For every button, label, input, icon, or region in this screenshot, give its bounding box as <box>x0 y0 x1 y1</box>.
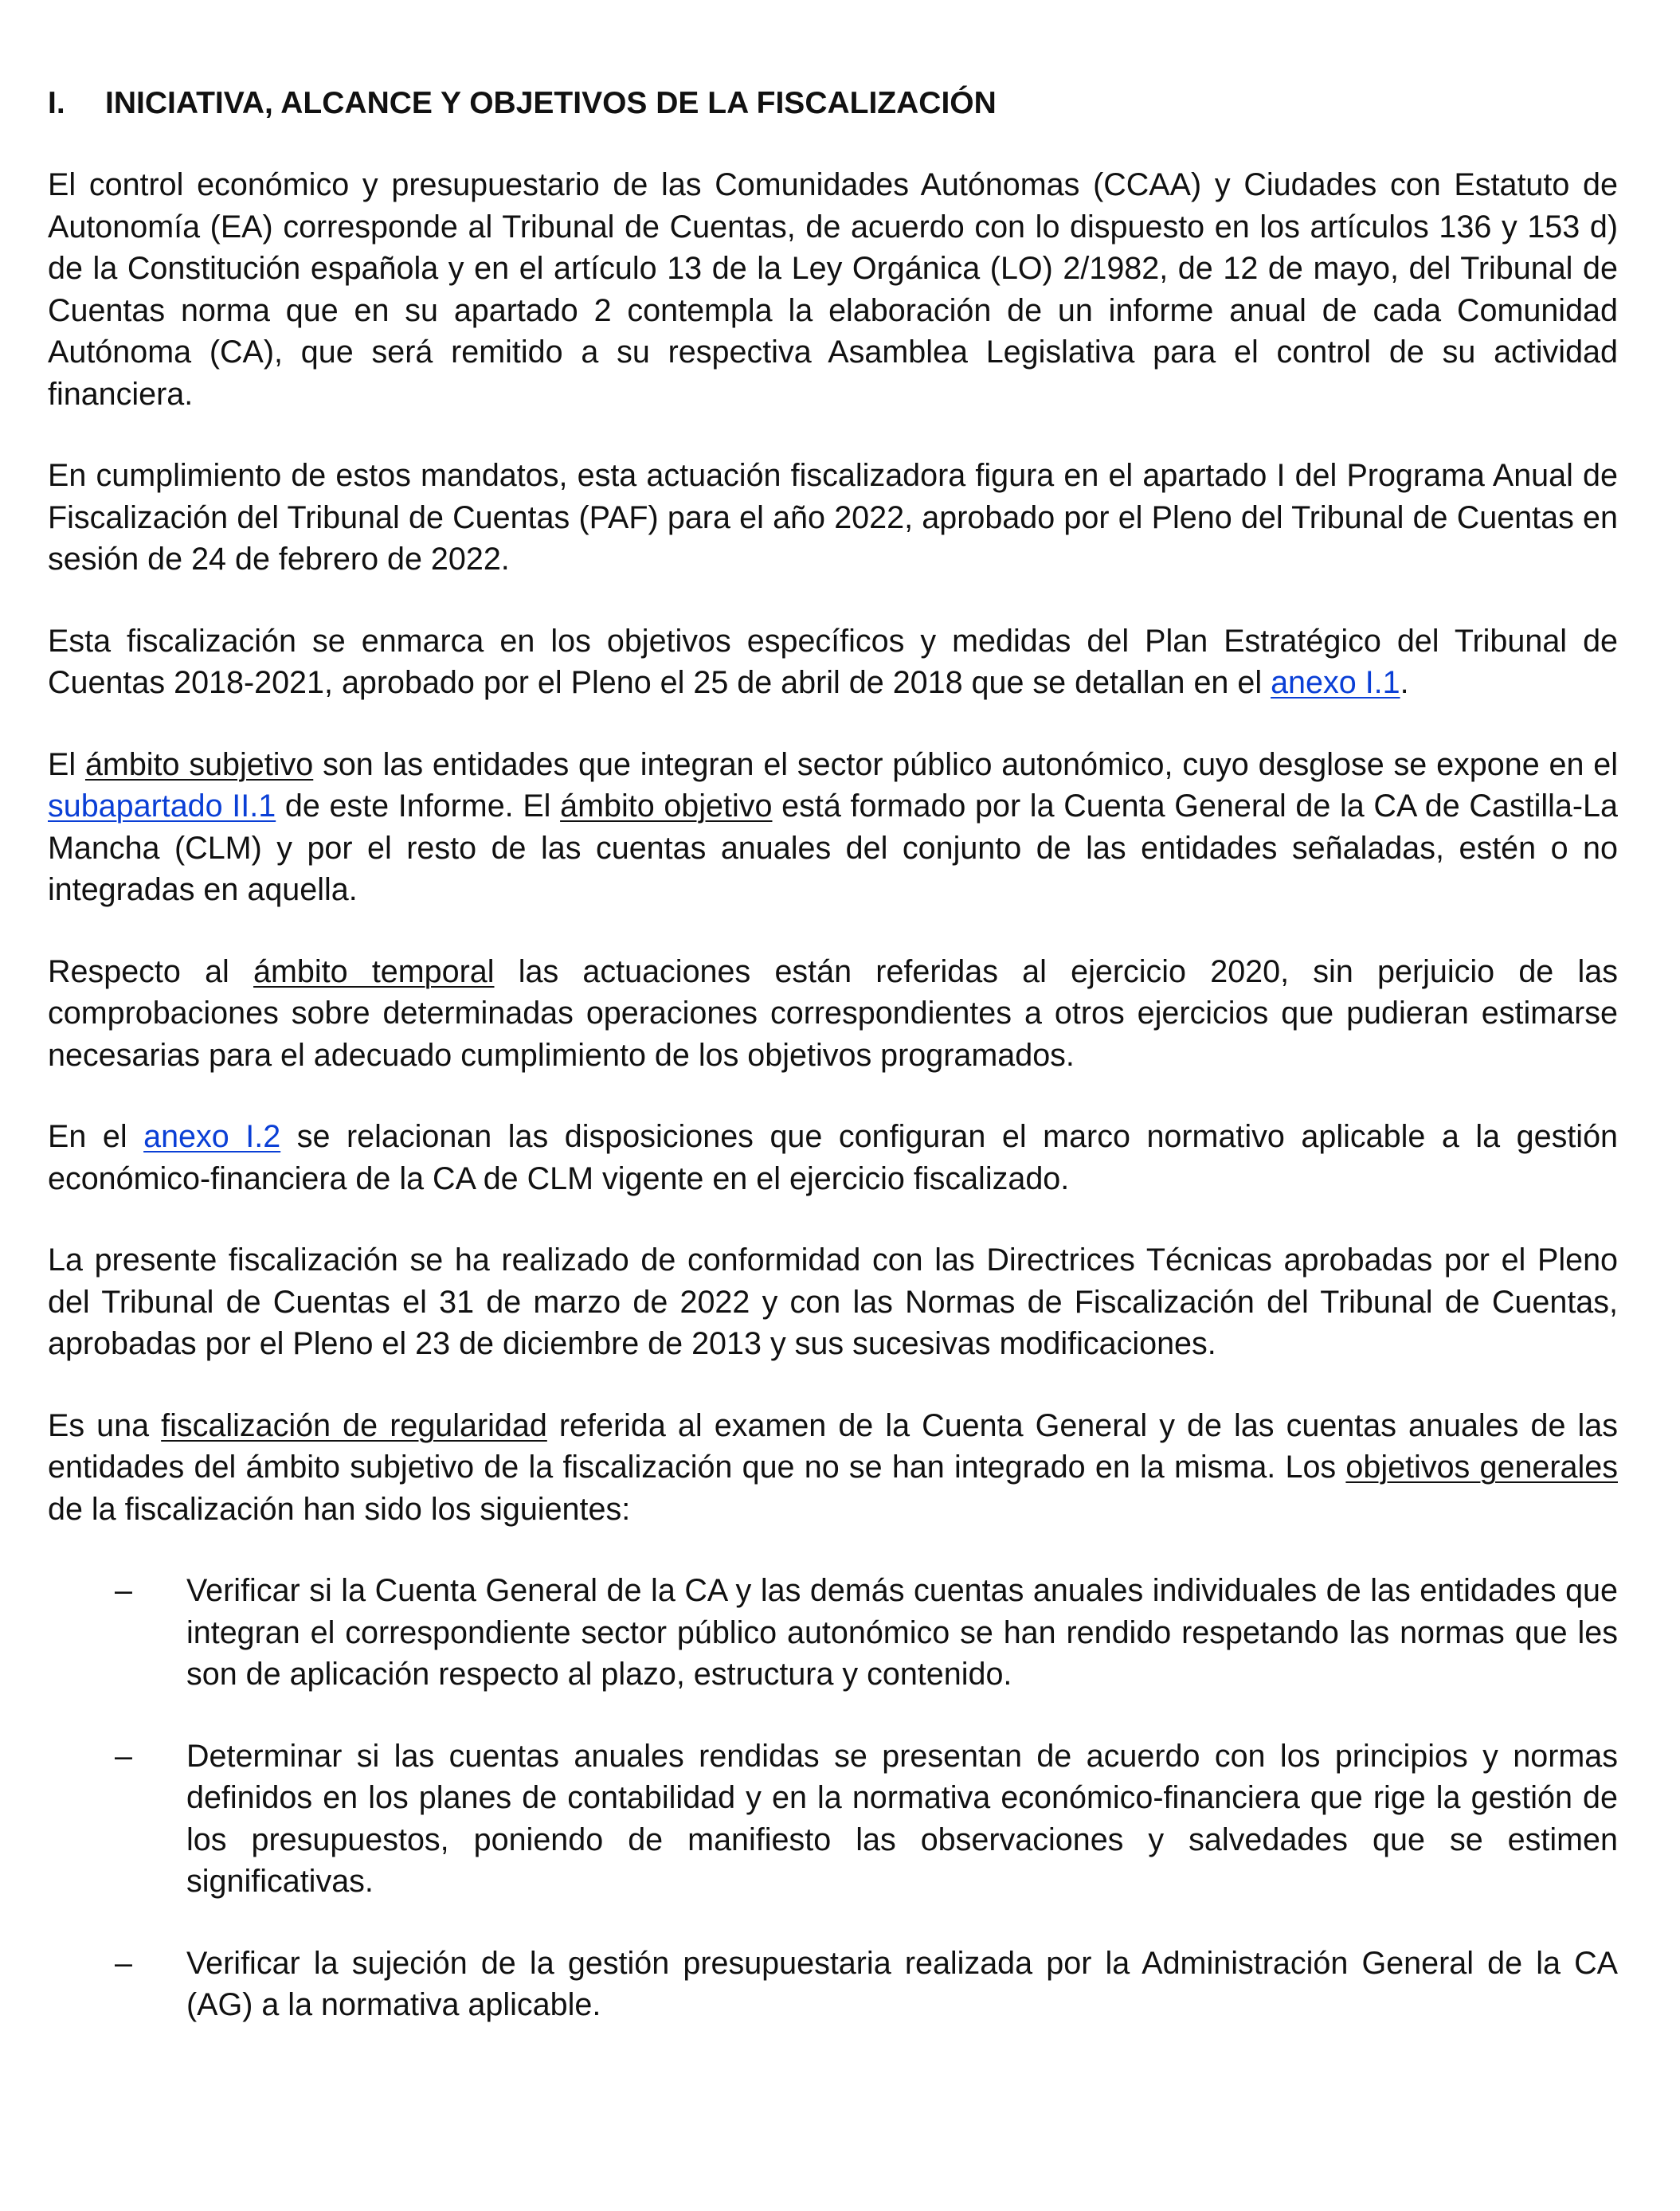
paragraph-text: las actuaciones están referidas al ejercicio 2020, sin perjuicio de las comprobaciones sobre determinadas operaciones correspondientes a otros ejercicios que pudieran estimarse necesarias para el adecuado cumplimiento de los objetivos programados. <box>48 953 1618 1073</box>
link-anexo-i1[interactable]: anexo I.1 <box>1271 665 1400 700</box>
section-title: INICIATIVA, ALCANCE Y OBJETIVOS DE LA FISCALIZACIÓN <box>105 86 997 120</box>
list-item <box>48 1570 1618 1696</box>
list-item-text: Verificar la sujeción de la gestión presupuestaria realizada por la Administración General de la CA (AG) a la normativa aplicable. <box>186 1945 1618 2022</box>
underlined-term-ambito-subjetivo: ámbito subjetivo <box>84 746 314 782</box>
underlined-term-ambito-temporal: ámbito temporal <box>253 953 495 989</box>
paragraph-marco-normativo <box>48 1116 1618 1199</box>
paragraph-text: está formado por la Cuenta General de la CA de Castilla-La Mancha (CLM) y por el resto de las cuentas anuales del conjunto de las entidades señaladas, estén o no integradas en aquella. <box>48 789 1618 907</box>
underlined-term-objetivos-generales: objetivos generales <box>1345 1450 1618 1485</box>
paragraph-text: se relacionan las disposiciones que configuran el marco normativo aplicable a la gestión económico-financiera de la CA de CLM vigente en el ejercicio fiscalizado. <box>48 1119 1618 1196</box>
paragraph-text: de este Informe. El <box>276 789 561 824</box>
paragraph-ambito-temporal <box>48 951 1618 1077</box>
paragraph-ambito-subjetivo <box>48 744 1618 911</box>
underlined-term-fiscalizacion-regularidad: fiscalización de regularidad <box>161 1407 547 1443</box>
paragraph-text: referida al examen de la Cuenta General y de las cuentas anuales de las entidades del ámbito subjetivo de la fiscalización que no se han integrado en la misma. Los <box>48 1407 1618 1485</box>
paragraph-cumplimiento: En cumplimiento de estos mandatos, esta actuación fiscalizadora figura en el apartado I del Programa Anual de Fiscalización del Tribunal de Cuentas (PAF) para el año 2022, aprobado por el Pleno del Tribunal de Cuentas en sesión de 24 de febrero de 2022. <box>48 458 1618 577</box>
paragraph-plan-estrategico <box>48 620 1618 704</box>
paragraph-text: son las entidades que integran el sector público autonómico, cuyo desglose se expone en el <box>313 746 1618 782</box>
underlined-term-ambito-objetivo: ámbito objetivo <box>560 789 773 824</box>
dash-bullet: – <box>115 1738 132 1774</box>
paragraph-control-economico: El control económico y presupuestario de las Comunidades Autónomas (CCAA) y Ciudades con Estatuto de Autonomía (EA) corresponde al Tribunal de Cuentas, de acuerdo con lo dispuesto en los artículos 136 y 153 d) de la Constitución española y en el artículo 13 de la Ley Orgánica (LO) 2/1982, de 12 de mayo, del Tribunal de Cuentas norma que en su apartado 2 contempla la elaboración de un informe anual de cada Comunidad Autónoma (CA), que será remitido a su respectiva Asamblea Legislativa para el control de su actividad financiera. <box>48 167 1618 412</box>
paragraph-text: En el <box>48 1119 144 1154</box>
paragraph-text: Respecto al <box>48 953 254 989</box>
link-anexo-i2[interactable]: anexo I.2 <box>143 1119 281 1154</box>
paragraph-directrices: La presente fiscalización se ha realizado de conformidad con las Directrices Técnicas aprobadas por el Pleno del Tribunal de Cuentas el 31 de marzo de 2022 y con las Normas de Fiscalización del Tribunal de Cuentas, aprobadas por el Pleno el 23 de diciembre de 2013 y sus sucesivas modificaciones. <box>48 1242 1618 1361</box>
paragraph-text: de la fiscalización han sido los siguientes: <box>48 1491 631 1527</box>
list-item <box>48 1943 1618 2026</box>
link-subapartado-ii1[interactable]: subapartado II.1 <box>48 789 276 824</box>
list-item-text: Determinar si las cuentas anuales rendidas se presentan de acuerdo con los principios y normas definidos en los planes de contabilidad y en la normativa económico-financiera que rige la gestión de los presupuestos, poniendo de manifiesto las observaciones y salvedades que se estimen significativas. <box>186 1738 1618 1899</box>
paragraph-text: Esta fiscalización se enmarca en los objetivos específicos y medidas del Plan Estratégico del Tribunal de Cuentas 2018-2021, aprobado por el Pleno el 25 de abril de 2018 que se detallan en el <box>48 623 1618 700</box>
section-number: I. <box>48 86 65 120</box>
paragraph-text: . <box>1400 665 1409 700</box>
paragraph-fiscalizacion-regularidad <box>48 1405 1618 1531</box>
list-item-text: Verificar si la Cuenta General de la CA y las demás cuentas anuales individuales de las entidades que integran el correspondiente sector público autonómico se han rendido respetando las normas que les son de aplicación respecto al plazo, estructura y contenido. <box>186 1573 1618 1692</box>
section-heading <box>48 83 1618 124</box>
dash-bullet: – <box>115 1573 132 1608</box>
paragraph-text: Es una <box>48 1407 162 1443</box>
dash-bullet: – <box>115 1945 132 1981</box>
paragraph-text: El <box>48 746 85 782</box>
list-item <box>48 1736 1618 1903</box>
